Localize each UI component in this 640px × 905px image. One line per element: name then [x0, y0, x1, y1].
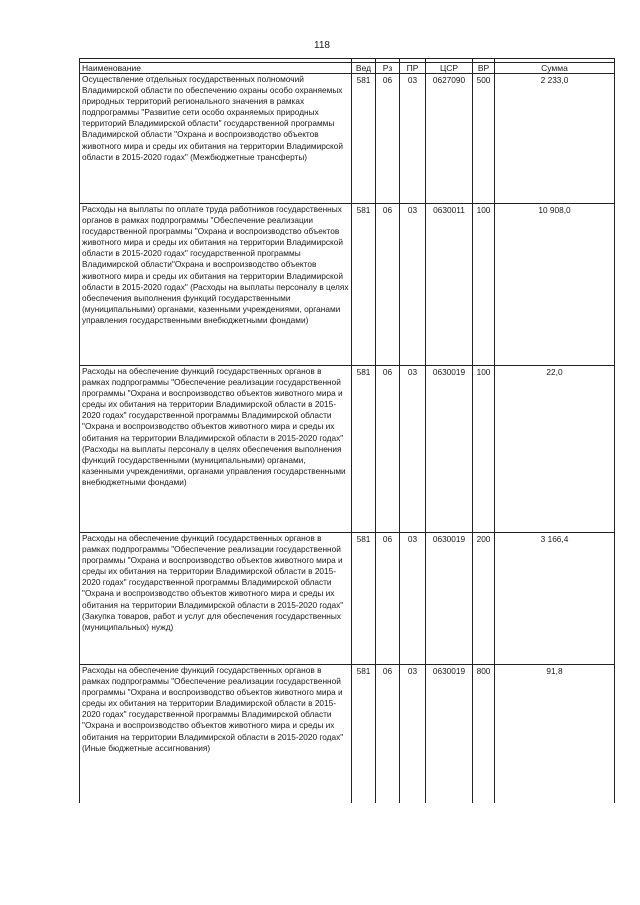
- row-vr: 800: [473, 665, 495, 804]
- header-row: [80, 63, 615, 74]
- row-pr: 03: [400, 533, 426, 665]
- row-ved: 581: [352, 204, 376, 366]
- table-row: [80, 74, 615, 204]
- table-row: [80, 533, 615, 665]
- table-body: [80, 74, 615, 804]
- table-row: [80, 204, 615, 366]
- budget-table: [79, 58, 615, 803]
- row-csr: 0630019: [426, 366, 473, 533]
- row-sum: 3 166,4: [495, 533, 615, 665]
- row-ved: 581: [352, 366, 376, 533]
- row-sum: 22,0: [495, 366, 615, 533]
- header-rz: Рз: [376, 63, 400, 74]
- row-ved: 581: [352, 533, 376, 665]
- table-row: [80, 665, 615, 804]
- row-csr: 0627090: [426, 74, 473, 204]
- row-csr: 0630019: [426, 665, 473, 804]
- header-vr: ВР: [473, 63, 495, 74]
- row-pr: 03: [400, 204, 426, 366]
- row-csr: 0630011: [426, 204, 473, 366]
- row-vr: 200: [473, 533, 495, 665]
- row-pr: 03: [400, 366, 426, 533]
- row-pr: 03: [400, 665, 426, 804]
- row-rz: 06: [376, 533, 400, 665]
- row-pr: 03: [400, 74, 426, 204]
- table-row: [80, 366, 615, 533]
- header-sum: Сумма: [495, 63, 615, 74]
- row-vr: 100: [473, 366, 495, 533]
- row-sum: 2 233,0: [495, 74, 615, 204]
- row-rz: 06: [376, 665, 400, 804]
- row-name: Расходы на обеспечение функций государственных органов в рамках подпрограммы "Обеспечение реализации государственной программы "Охрана и воспроизводство объектов животного мира и среды их обитания на территории Владимирской области в 2015-2020 годах" государственной программы Владимирской области "Охрана и воспроизводство объектов животного мира и среды их обитания на территории Владимирской области в 2015-2020 годах" (Иные бюджетные ассигнования): [80, 665, 352, 804]
- row-name: Расходы на выплаты по оплате труда работников государственных органов в рамках подпрограммы "Обеспечение реализации государственной программы "Охрана и воспроизводство объектов животного мира и среды их обитания на территории Владимирской области в 2015-2020 годах" государственной программы Владимирской области"Охрана и воспроизводство объектов животного мира и среды их обитания на территории Владимирской области в 2015-2020 годах" (Расходы на выплаты персоналу в целях обеспечения выполнения функций государственными (муниципальными) органами, казенными учреждениями, органами управления государственными внебюджетными фондами): [80, 204, 352, 366]
- table-header: [80, 59, 615, 74]
- header-ved: Вед: [352, 63, 376, 74]
- row-name: Расходы на обеспечение функций государственных органов в рамках подпрограммы "Обеспечение реализации государственной программы "Охрана и воспроизводство объектов животного мира и среды их обитания на территории Владимирской области в 2015-2020 годах" государственной программы Владимирской области "Охрана и воспроизводство объектов животного мира и среды их обитания на территории Владимирской области в 2015-2020 годах" (Расходы на выплаты персоналу в целях обеспечения выполнения функций государственными (муниципальными) органами, казенными учреждениями, органами управления государственными внебюджетными фондами): [80, 366, 352, 533]
- header-csr: ЦСР: [426, 63, 473, 74]
- row-sum: 91,8: [495, 665, 615, 804]
- header-pr: ПР: [400, 63, 426, 74]
- row-ved: 581: [352, 74, 376, 204]
- page-number: 118: [314, 40, 330, 51]
- row-rz: 06: [376, 366, 400, 533]
- row-rz: 06: [376, 204, 400, 366]
- row-sum: 10 908,0: [495, 204, 615, 366]
- header-name: Наименование: [80, 63, 352, 74]
- row-rz: 06: [376, 74, 400, 204]
- row-name: Расходы на обеспечение функций государственных органов в рамках подпрограммы "Обеспечение реализации государственной программы "Охрана и воспроизводство объектов животного мира и среды их обитания на территории Владимирской области в 2015-2020 годах" государственной программы Владимирской области "Охрана и воспроизводство объектов животного мира и среды их обитания на территории Владимирской области в 2015-2020 годах" (Закупка товаров, работ и услуг для обеспечения государственных (муниципальных) нужд): [80, 533, 352, 665]
- row-csr: 0630019: [426, 533, 473, 665]
- row-ved: 581: [352, 665, 376, 804]
- budget-table-container: [79, 58, 614, 793]
- row-name: Осуществление отдельных государственных полномочий Владимирской области по обеспечению охраны особо охраняемых природных территорий регионального значения в рамках подпрограммы "Развитие сети особо охраняемых природных территорий Владимирской области" государственной программы Владимирской области "Охрана и воспроизводство объектов животного мира и среды их обитания на территории Владимирской области в 2015-2020 годах" (Межбюджетные трансферты): [80, 74, 352, 204]
- row-vr: 100: [473, 204, 495, 366]
- row-vr: 500: [473, 74, 495, 204]
